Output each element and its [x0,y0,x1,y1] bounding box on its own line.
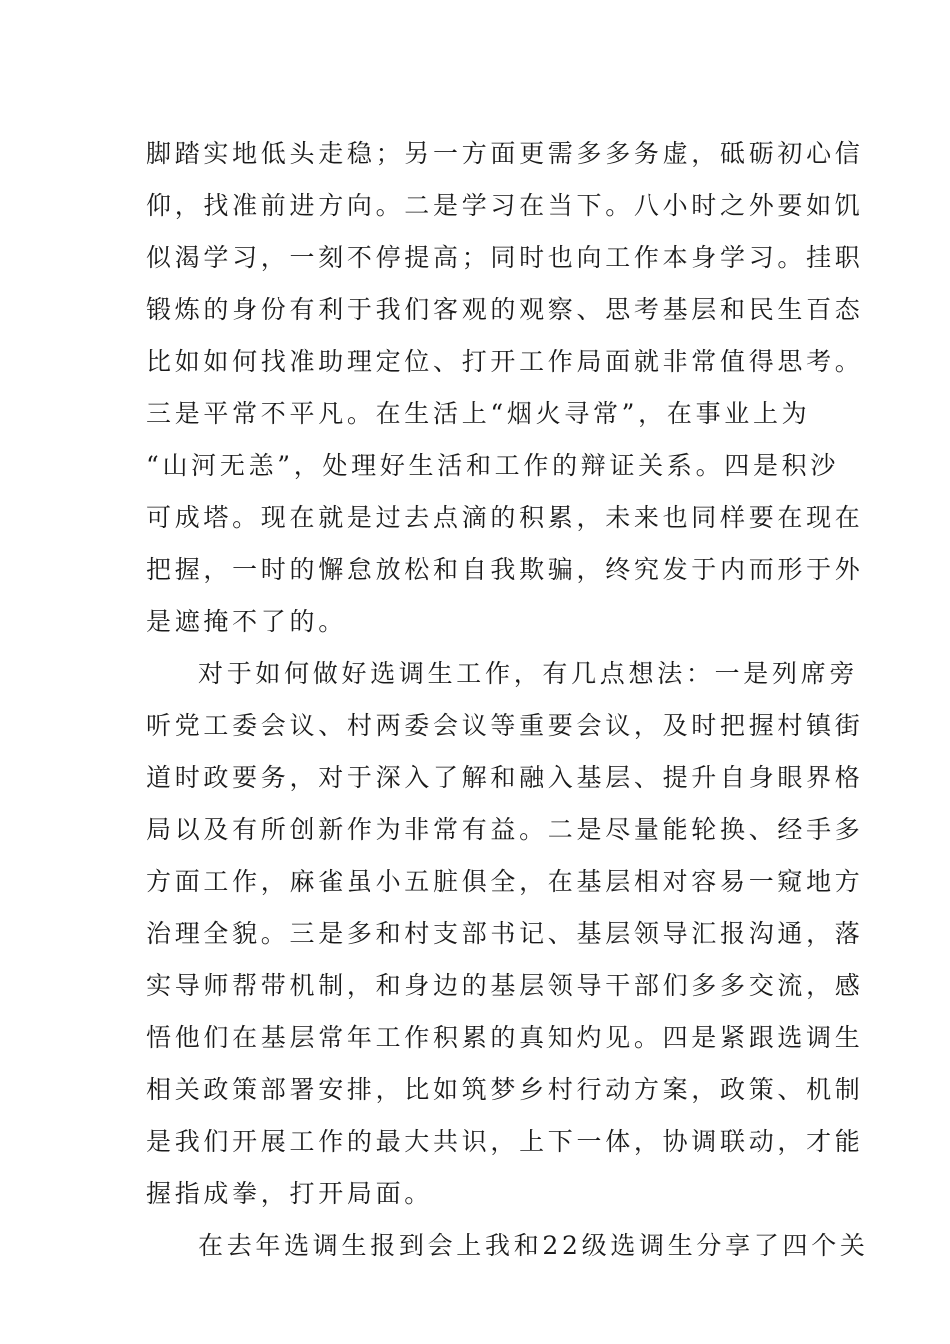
text-line-13: 道时政要务，对于深入了解和融入基层、提升自身眼界格 [146,763,864,792]
paragraph-3-first-line: 在去年选调生报到会上我和22级选调生分享了四个关 [198,1231,869,1260]
text-line-4: 锻炼的身份有利于我们客观的观察、思考基层和民生百态 [146,295,864,324]
text-line-3: 似渴学习，一刻不停提高；同时也向工作本身学习。挂职 [146,243,864,272]
paragraph-2-first-line: 对于如何做好选调生工作，有几点想法：一是列席旁 [198,659,859,688]
text-line-5: 比如如何找准助理定位、打开工作局面就非常值得思考。 [146,347,864,376]
text-line-2: 仰，找准前进方向。二是学习在当下。八小时之外要如饥 [146,191,864,220]
text-line-7: “山河无恙”，处理好生活和工作的辩证关系。四是积沙 [146,451,840,480]
body-text [146,128,869,1272]
text-line-9: 把握，一时的懈怠放松和自我欺骗，终究发于内而形于外 [146,555,864,584]
text-line-16: 治理全貌。三是多和村支部书记、基层领导汇报沟通，落 [146,919,864,948]
text-line-6: 三是平常不平凡。在生活上“烟火寻常”，在事业上为 [146,399,811,428]
text-line-15: 方面工作，麻雀虽小五脏俱全，在基层相对容易一窥地方 [146,867,864,896]
text-line-1: 脚踏实地低头走稳；另一方面更需多多务虚，砥砺初心信 [146,139,864,168]
text-line-19: 相关政策部署安排，比如筑梦乡村行动方案，政策、机制 [146,1075,864,1104]
text-line-18: 悟他们在基层常年工作积累的真知灼见。四是紧跟选调生 [146,1023,864,1052]
text-line-14: 局以及有所创新作为非常有益。二是尽量能轮换、经手多 [146,815,864,844]
text-line-20: 是我们开展工作的最大共识，上下一体，协调联动，才能 [146,1127,864,1156]
text-line-17: 实导师帮带机制，和身边的基层领导干部们多多交流，感 [146,971,864,1000]
text-line-21: 握指成拳，打开局面。 [146,1179,434,1208]
text-line-10: 是遮掩不了的。 [146,607,347,636]
text-line-12: 听党工委会议、村两委会议等重要会议，及时把握村镇街 [146,711,864,740]
text-line-8: 可成塔。现在就是过去点滴的积累，未来也同样要在现在 [146,503,864,532]
